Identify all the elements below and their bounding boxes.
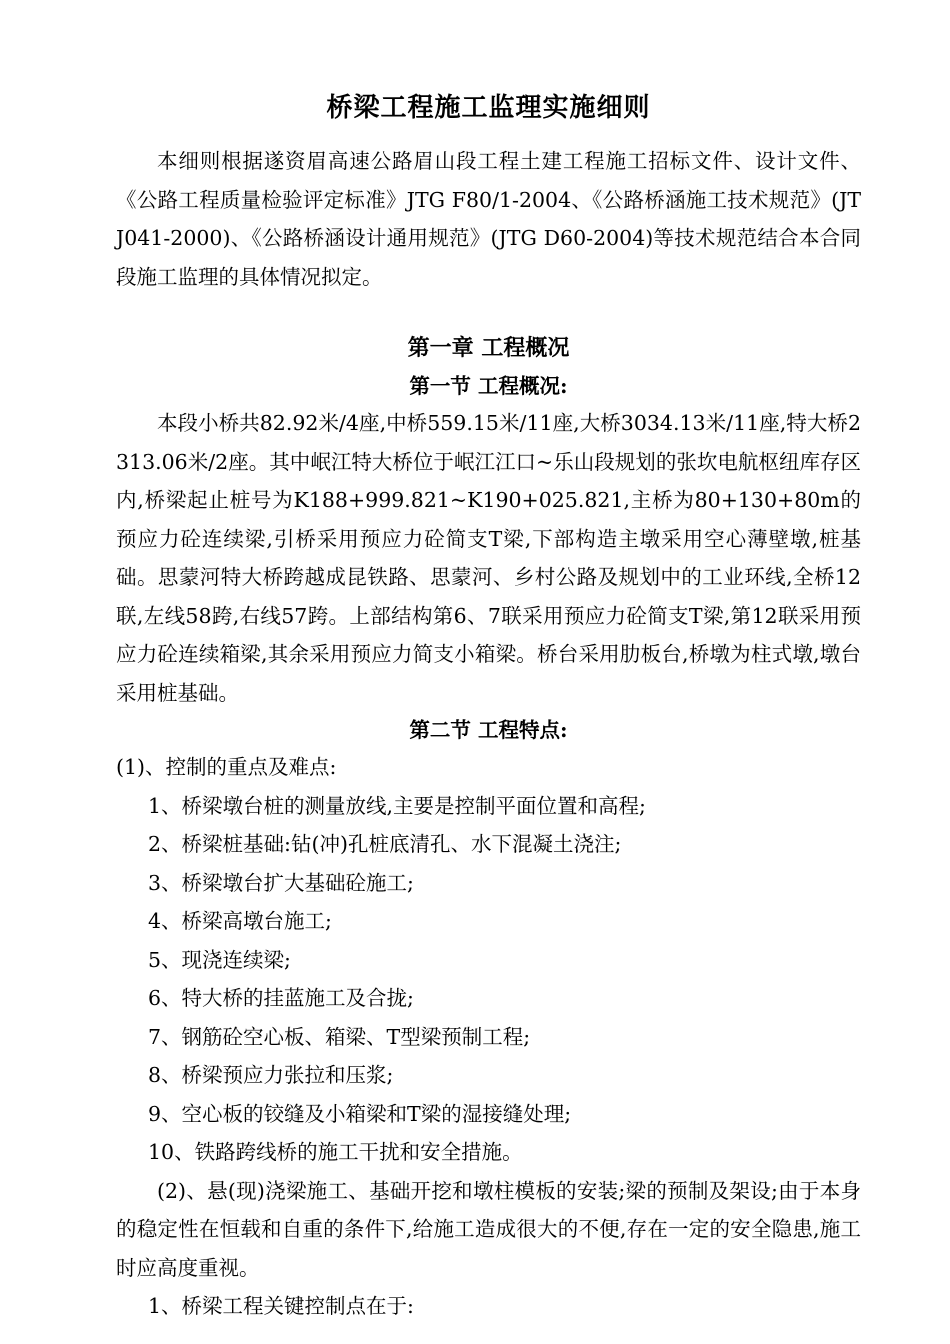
section-1-heading: 第一节 工程概况: bbox=[409, 374, 568, 398]
list-item: 8、桥梁预应力张拉和压浆; bbox=[148, 1063, 394, 1087]
construction-notes-paragraph: (2)、悬(现)浇梁施工、基础开挖和墩柱模板的安装;梁的预制及架设;由于本身的稳定性在恒载和自重的条件下,给施工造成很大的不便,存在一定的安全隐患,施工时应高度重视。 bbox=[116, 1178, 861, 1280]
chapter-heading: 第一章 工程概况 bbox=[407, 335, 570, 361]
section-1-body: 本段小桥共82.92米/4座,中桥559.15米/11座,大桥3034.13米/11座,特大桥2313.06米/2座。其中岷江特大桥位于岷江江口~乐山段规划的张坎电航枢纽库存区内,桥梁起止桩号为K188+999.821~K190+025.821,主桥为80+130+80m的预应力砼连续梁,引桥采用预应力砼简支T梁,下部构造主墩采用空心薄壁墩,桩基础。思蒙河特大桥跨越成昆铁路、思蒙河、乡村公路及规划中的工业环线,全桥12联,左线58跨,右线57跨。上部结构第6、7联采用预应力砼简支T梁,第12联采用预应力砼连续箱梁,其余采用预应力简支小箱梁。桥台采用肋板台,桥墩为柱式墩,墩台采用桩基础。 bbox=[116, 411, 861, 705]
list-item: 2、桥梁桩基础:钻(冲)孔桩底清孔、水下混凝土浇注; bbox=[148, 832, 622, 856]
list-item: 10、铁路跨线桥的施工干扰和安全措施。 bbox=[148, 1140, 523, 1164]
list-item: 4、桥梁高墩台施工; bbox=[148, 909, 332, 933]
list-item: 1、桥梁工程关键控制点在于: bbox=[148, 1294, 414, 1318]
key-points-list bbox=[116, 787, 861, 1172]
list-item: 5、现浇连续梁; bbox=[148, 947, 291, 972]
list-item: 6、特大桥的挂蓝施工及合拢; bbox=[148, 986, 414, 1010]
section-2-heading: 第二节 工程特点: bbox=[409, 718, 568, 742]
document-page bbox=[116, 88, 861, 1326]
list-item: 1、桥梁墩台桩的测量放线,主要是控制平面位置和高程; bbox=[148, 793, 646, 818]
list-item: 9、空心板的铰缝及小箱梁和T梁的湿接缝处理; bbox=[148, 1101, 572, 1126]
document-title: 桥梁工程施工监理实施细则 bbox=[326, 93, 651, 123]
list-item: 7、钢筋砼空心板、箱梁、T型梁预制工程; bbox=[148, 1024, 531, 1049]
subheading-key-points: (1)、控制的重点及难点: bbox=[116, 755, 337, 779]
list-item: 3、桥梁墩台扩大基础砼施工; bbox=[148, 870, 414, 895]
intro-paragraph: 本细则根据遂资眉高速公路眉山段工程土建工程施工招标文件、设计文件、《公路工程质量检验评定标准》JTG F80/1-2004、《公路桥涵施工技术规范》(JTJ041-2000)、《公路桥涵设计通用规范》(JTG D60-2004)等技术规范结合本合同段施工监理的具体情况拟定。 bbox=[116, 149, 861, 289]
